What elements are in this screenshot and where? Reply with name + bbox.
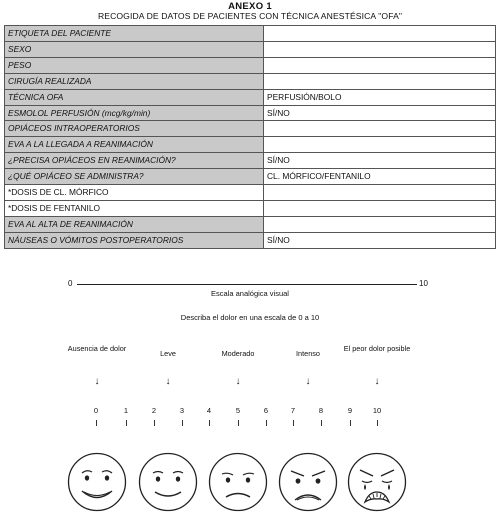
form-field-label: CIRUGÍA REALIZADA — [5, 73, 264, 89]
form-field-value[interactable] — [264, 57, 496, 73]
form-field-value[interactable] — [264, 26, 496, 42]
form-field-label: NÁUSEAS O VÓMITOS POSTOPERATORIOS — [5, 232, 264, 248]
down-arrow-icon: ↓ — [235, 376, 241, 387]
form-row — [5, 26, 496, 42]
scale-max-label: 10 — [419, 279, 428, 288]
form-row — [5, 57, 496, 73]
form-field-value[interactable]: SÍ/NO — [264, 153, 496, 169]
scale-tick — [238, 420, 239, 426]
form-field-value[interactable] — [264, 137, 496, 153]
form-row — [5, 137, 496, 153]
form-field-label: ESMOLOL PERFUSIÓN (mcg/kg/min) — [5, 105, 264, 121]
severe-pain-face-icon — [278, 452, 338, 517]
down-arrow-icon: ↓ — [94, 376, 100, 387]
pain-number: 3 — [179, 406, 185, 415]
form-field-label: ¿QUÉ OPIÁCEO SE ADMINISTRA? — [5, 169, 264, 185]
pain-number: 4 — [206, 406, 212, 415]
form-field-label: SEXO — [5, 41, 264, 57]
form-field-label: *DOSIS DE FENTANILO — [5, 200, 264, 216]
form-row — [5, 41, 496, 57]
form-field-label: ETIQUETA DEL PACIENTE — [5, 26, 264, 42]
pain-category-label: El peor dolor posible — [343, 344, 411, 353]
scale-tick — [321, 420, 322, 426]
form-row — [5, 200, 496, 216]
scale-tick — [209, 420, 210, 426]
form-row — [5, 105, 496, 121]
patient-data-table — [4, 25, 496, 249]
annex-title: ANEXO 1 — [228, 1, 272, 12]
pain-category-label: Intenso — [296, 349, 320, 358]
form-field-label: EVA A LA LLEGADA A REANIMACIÓN — [5, 137, 264, 153]
pain-category-label: Ausencia de dolor — [67, 344, 127, 353]
moderate-pain-face-icon — [208, 452, 268, 517]
scale-min-label: 0 — [68, 279, 73, 288]
scale-tick — [293, 420, 294, 426]
down-arrow-icon: ↓ — [165, 376, 171, 387]
form-field-value[interactable] — [264, 41, 496, 57]
form-field-label: ¿PRECISA OPIÁCEOS EN REANIMACIÓN? — [5, 153, 264, 169]
pain-number: 5 — [235, 406, 241, 415]
form-row — [5, 232, 496, 248]
pain-category-label: Moderado — [221, 349, 255, 358]
pain-number: 9 — [347, 406, 353, 415]
down-arrow-icon: ↓ — [305, 376, 311, 387]
form-field-value[interactable] — [264, 200, 496, 216]
pain-number: 10 — [372, 406, 382, 415]
form-row — [5, 89, 496, 105]
scale-tick — [350, 420, 351, 426]
pain-number: 6 — [263, 406, 269, 415]
form-field-label: EVA AL ALTA DE REANIMACIÓN — [5, 216, 264, 232]
form-field-label: OPIÁCEOS INTRAOPERATORIOS — [5, 121, 264, 137]
no-pain-face-icon — [67, 452, 127, 517]
form-field-label: TÉCNICA OFA — [5, 89, 264, 105]
form-field-value[interactable]: SÍ/NO — [264, 105, 496, 121]
scale-line — [77, 284, 417, 285]
pain-number: 2 — [151, 406, 157, 415]
form-row — [5, 73, 496, 89]
form-field-value[interactable] — [264, 216, 496, 232]
scale-title: Escala analógica visual — [211, 289, 289, 298]
scale-tick — [182, 420, 183, 426]
form-field-value[interactable] — [264, 73, 496, 89]
down-arrow-icon: ↓ — [374, 376, 380, 387]
pain-number: 1 — [123, 406, 129, 415]
form-field-value[interactable] — [264, 185, 496, 201]
pain-number: 0 — [93, 406, 99, 415]
scale-tick — [96, 420, 97, 426]
pain-number: 7 — [290, 406, 296, 415]
form-row — [5, 185, 496, 201]
form-subtitle: RECOGIDA DE DATOS DE PACIENTES CON TÉCNICA ANESTÉSICA "OFA" — [97, 11, 403, 21]
form-row — [5, 153, 496, 169]
mild-pain-face-icon — [138, 452, 198, 517]
pain-number: 8 — [318, 406, 324, 415]
worst-pain-face-icon — [347, 452, 407, 517]
form-row — [5, 121, 496, 137]
form-field-label: PESO — [5, 57, 264, 73]
form-field-value[interactable]: SÍ/NO — [264, 232, 496, 248]
form-field-value[interactable]: PERFUSIÓN/BOLO — [264, 89, 496, 105]
scale-tick — [154, 420, 155, 426]
scale-tick — [126, 420, 127, 426]
scale-instruction: Describa el dolor en una escala de 0 a 10 — [180, 313, 320, 322]
form-row — [5, 169, 496, 185]
form-field-value[interactable] — [264, 121, 496, 137]
scale-tick — [266, 420, 267, 426]
pain-category-label: Leve — [160, 349, 176, 358]
form-field-label: *DOSIS DE CL. MÓRFICO — [5, 185, 264, 201]
form-field-value[interactable]: CL. MÓRFICO/FENTANILO — [264, 169, 496, 185]
form-row — [5, 216, 496, 232]
scale-tick — [377, 420, 378, 426]
